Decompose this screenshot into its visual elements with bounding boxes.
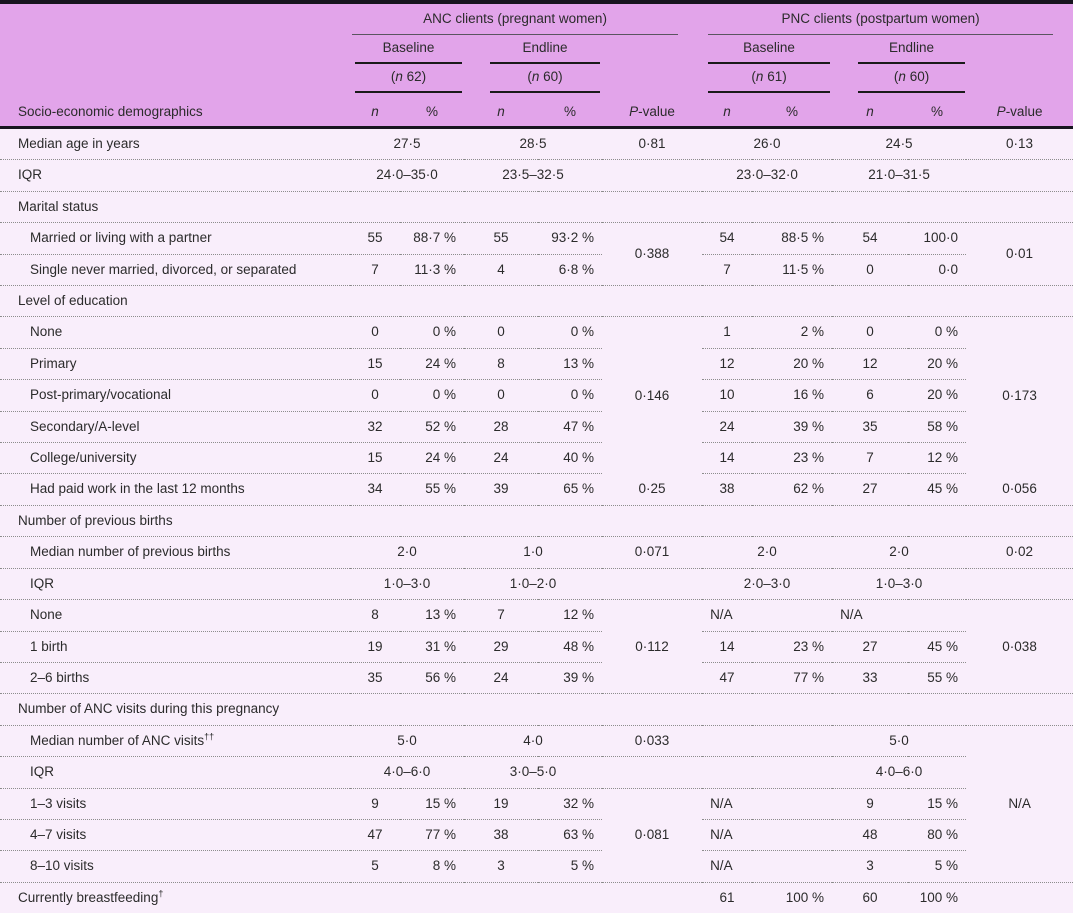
data-cell: 24·0–35·0	[350, 160, 464, 191]
data-cell: 47	[350, 819, 400, 850]
data-cell: 19	[350, 631, 400, 662]
data-cell: 14	[702, 631, 752, 662]
data-cell: N/A	[966, 725, 1073, 882]
table-row	[0, 568, 1073, 599]
anc-baseline-header: Baseline	[350, 35, 464, 64]
table-header	[0, 4, 1073, 128]
data-cell: 0·033	[602, 725, 702, 756]
row-label: 1 birth	[0, 631, 350, 662]
data-cell: 54	[702, 223, 752, 254]
data-cell: 31 %	[400, 631, 464, 662]
row-label: Single never married, divorced, or separated	[0, 254, 350, 285]
data-cell: 54	[832, 223, 908, 254]
data-cell	[602, 568, 702, 599]
data-cell: 0	[464, 380, 538, 411]
data-cell: 12 %	[908, 443, 966, 474]
data-cell: 24	[464, 662, 538, 693]
data-cell: 16 %	[752, 380, 832, 411]
row-label: IQR	[0, 757, 350, 788]
table-row	[0, 160, 1073, 191]
data-cell: 80 %	[908, 819, 966, 850]
data-cell: 1·0–3·0	[350, 568, 464, 599]
section-row	[0, 505, 1073, 536]
data-cell: 24·5	[832, 128, 966, 160]
data-cell: 1·0–2·0	[464, 568, 602, 599]
table-row	[0, 380, 1073, 411]
data-cell: 0·25	[602, 474, 702, 505]
data-cell: 93·2 %	[538, 223, 602, 254]
stub-header: Socio-economic demographics	[0, 4, 350, 128]
data-cell: 28·5	[464, 128, 602, 160]
data-cell: 0·13	[966, 128, 1073, 160]
data-cell: 5 %	[908, 851, 966, 882]
data-cell	[702, 757, 832, 788]
data-cell: 9	[832, 788, 908, 819]
table-row	[0, 725, 1073, 756]
row-label: Primary	[0, 348, 350, 379]
data-cell: 0·0	[908, 254, 966, 285]
spacer-cell	[966, 64, 1073, 93]
data-cell: 15 %	[400, 788, 464, 819]
pnc-group-label: PNC clients (postpartum women)	[708, 6, 1053, 35]
data-cell	[966, 882, 1073, 913]
data-cell: 55 %	[908, 662, 966, 693]
table-row	[0, 348, 1073, 379]
data-cell: 0·056	[966, 474, 1073, 505]
data-cell: 27	[832, 631, 908, 662]
data-cell: 55	[350, 223, 400, 254]
anc-group-label: ANC clients (pregnant women)	[352, 6, 678, 35]
data-cell: 1	[702, 317, 752, 348]
data-cell: 5 %	[538, 851, 602, 882]
footnote-marker: †	[158, 888, 163, 898]
section-header: Level of education	[0, 286, 1073, 317]
pnc-endline-n: (n 60)	[832, 64, 966, 93]
spacer-cell	[602, 35, 702, 64]
data-cell: 23·5–32·5	[464, 160, 602, 191]
data-cell: 13 %	[400, 600, 464, 631]
data-cell: N/A	[702, 851, 832, 882]
data-cell: 35	[832, 411, 908, 442]
data-cell: 0·01	[966, 223, 1073, 286]
data-cell: 11·3 %	[400, 254, 464, 285]
data-cell: 0·02	[966, 537, 1073, 568]
data-cell: 7	[702, 254, 752, 285]
data-cell: 88·5 %	[752, 223, 832, 254]
data-cell: 9	[350, 788, 400, 819]
anc-endline-n: (n 60)	[464, 64, 602, 93]
table-row	[0, 411, 1073, 442]
data-cell: 100 %	[752, 882, 832, 913]
table-row	[0, 631, 1073, 662]
row-label: Median number of previous births	[0, 537, 350, 568]
row-label: 4–7 visits	[0, 819, 350, 850]
data-cell	[702, 725, 832, 756]
data-cell: 26·0	[702, 128, 832, 160]
row-label: 2–6 births	[0, 662, 350, 693]
data-cell: 13 %	[538, 348, 602, 379]
table-row	[0, 788, 1073, 819]
anc-baseline-n: (n 62)	[350, 64, 464, 93]
data-cell: 1·0–3·0	[832, 568, 966, 599]
data-cell: 12 %	[538, 600, 602, 631]
data-cell: 23 %	[752, 631, 832, 662]
data-cell: 4·0–6·0	[350, 757, 464, 788]
col-header-n: n	[350, 93, 400, 128]
pnc-baseline-header: Baseline	[702, 35, 832, 64]
row-label: IQR	[0, 160, 350, 191]
col-header-pct: %	[538, 93, 602, 128]
data-cell: 47	[702, 662, 752, 693]
data-cell: 24	[464, 443, 538, 474]
col-header-pct: %	[908, 93, 966, 128]
anc-group-header	[350, 4, 702, 35]
table-row	[0, 537, 1073, 568]
data-cell: 3	[832, 851, 908, 882]
data-cell: 35	[350, 662, 400, 693]
row-label: Post-primary/vocational	[0, 380, 350, 411]
data-cell: 15	[350, 443, 400, 474]
table-row	[0, 600, 1073, 631]
data-cell: 0 %	[538, 380, 602, 411]
data-cell: 7	[350, 254, 400, 285]
table-row	[0, 819, 1073, 850]
pnc-endline-header: Endline	[832, 35, 966, 64]
data-cell: N/A	[702, 600, 832, 631]
group-header-row	[0, 4, 1073, 35]
data-cell: 28	[464, 411, 538, 442]
section-row	[0, 694, 1073, 725]
data-cell: 23·0–32·0	[702, 160, 832, 191]
col-header-p-value: P-value	[966, 93, 1073, 128]
data-cell: 0 %	[908, 317, 966, 348]
data-cell: 0	[350, 317, 400, 348]
section-header: Number of previous births	[0, 505, 1073, 536]
data-cell: 5·0	[350, 725, 464, 756]
data-cell: 45 %	[908, 631, 966, 662]
data-cell: 5	[350, 851, 400, 882]
table-row	[0, 254, 1073, 285]
data-cell: 15	[350, 348, 400, 379]
row-label: Median number of ANC visits††	[0, 725, 350, 756]
row-label: College/university	[0, 443, 350, 474]
data-cell: 100·0	[908, 223, 966, 254]
demographics-table	[0, 4, 1073, 913]
col-header-n: n	[464, 93, 538, 128]
data-cell	[350, 882, 602, 913]
pnc-baseline-n: (n 61)	[702, 64, 832, 93]
data-cell: 0 %	[400, 380, 464, 411]
data-cell: 8 %	[400, 851, 464, 882]
data-cell: 45 %	[908, 474, 966, 505]
data-cell: 4	[464, 254, 538, 285]
spacer-cell	[966, 35, 1073, 64]
table-row	[0, 757, 1073, 788]
data-cell: 0 %	[400, 317, 464, 348]
data-cell: 34	[350, 474, 400, 505]
data-cell: N/A	[702, 788, 832, 819]
col-header-n: n	[702, 93, 752, 128]
data-cell: 39 %	[752, 411, 832, 442]
data-cell: 7	[464, 600, 538, 631]
data-cell: 2·0	[832, 537, 966, 568]
data-cell: 0 %	[538, 317, 602, 348]
data-cell: 55 %	[400, 474, 464, 505]
data-cell: 38	[464, 819, 538, 850]
data-cell: 21·0–31·5	[832, 160, 966, 191]
data-cell: 88·7 %	[400, 223, 464, 254]
data-cell: N/A	[702, 819, 832, 850]
row-label: 1–3 visits	[0, 788, 350, 819]
table-row	[0, 851, 1073, 882]
data-cell: 77 %	[752, 662, 832, 693]
data-cell: 19	[464, 788, 538, 819]
section-header: Marital status	[0, 191, 1073, 222]
data-cell: 77 %	[400, 819, 464, 850]
data-cell: 14	[702, 443, 752, 474]
data-cell: 58 %	[908, 411, 966, 442]
data-cell: 6	[832, 380, 908, 411]
data-cell: 2·0	[702, 537, 832, 568]
data-cell: 40 %	[538, 443, 602, 474]
row-label: None	[0, 317, 350, 348]
data-cell: 11·5 %	[752, 254, 832, 285]
col-header-n: n	[832, 93, 908, 128]
data-cell: 0	[464, 317, 538, 348]
data-cell: 2 %	[752, 317, 832, 348]
data-cell: 4·0	[464, 725, 602, 756]
section-row	[0, 286, 1073, 317]
row-label: Secondary/A-level	[0, 411, 350, 442]
data-cell: 39	[464, 474, 538, 505]
data-cell: 60	[832, 882, 908, 913]
data-cell: 24 %	[400, 348, 464, 379]
col-header-pct: %	[752, 93, 832, 128]
data-cell: 0·081	[602, 788, 702, 882]
anc-endline-header: Endline	[464, 35, 602, 64]
data-cell: 12	[832, 348, 908, 379]
data-cell	[602, 757, 702, 788]
data-cell: 7	[832, 443, 908, 474]
data-cell: 62 %	[752, 474, 832, 505]
spacer-cell	[602, 64, 702, 93]
data-cell: 48 %	[538, 631, 602, 662]
data-cell: 20 %	[908, 348, 966, 379]
table-row	[0, 443, 1073, 474]
data-cell: 63 %	[538, 819, 602, 850]
data-cell: 0·173	[966, 317, 1073, 474]
pnc-group-header	[702, 4, 1073, 35]
data-cell: 23 %	[752, 443, 832, 474]
footnote-marker: ††	[204, 731, 214, 741]
data-cell: 65 %	[538, 474, 602, 505]
data-cell: 56 %	[400, 662, 464, 693]
data-cell: 4·0–6·0	[832, 757, 966, 788]
data-cell: 0·388	[602, 223, 702, 286]
data-cell: 24 %	[400, 443, 464, 474]
data-cell: 2·0–3·0	[702, 568, 832, 599]
data-cell: 0·071	[602, 537, 702, 568]
data-cell: 0·112	[602, 600, 702, 694]
data-cell: 27	[832, 474, 908, 505]
data-cell: 47 %	[538, 411, 602, 442]
table-row	[0, 882, 1073, 913]
data-cell: 3	[464, 851, 538, 882]
data-cell: 0	[350, 380, 400, 411]
data-cell: 24	[702, 411, 752, 442]
row-label: Had paid work in the last 12 months	[0, 474, 350, 505]
data-cell: 52 %	[400, 411, 464, 442]
data-cell: 61	[702, 882, 752, 913]
table-row	[0, 128, 1073, 160]
data-cell: 12	[702, 348, 752, 379]
data-cell: 0	[832, 254, 908, 285]
col-header-pct: %	[400, 93, 464, 128]
section-row	[0, 191, 1073, 222]
data-cell: 8	[464, 348, 538, 379]
data-cell: 38	[702, 474, 752, 505]
table-row	[0, 662, 1073, 693]
data-cell: 2·0	[350, 537, 464, 568]
row-label: Median age in years	[0, 128, 350, 160]
data-cell: 3·0–5·0	[464, 757, 602, 788]
data-cell: 6·8 %	[538, 254, 602, 285]
data-cell: 20 %	[908, 380, 966, 411]
data-cell	[966, 160, 1073, 191]
data-cell: 27·5	[350, 128, 464, 160]
section-header: Number of ANC visits during this pregnancy	[0, 694, 1073, 725]
data-cell: N/A	[832, 600, 966, 631]
data-cell	[602, 160, 702, 191]
data-cell: 32	[350, 411, 400, 442]
row-label: None	[0, 600, 350, 631]
data-cell: 0·038	[966, 600, 1073, 694]
data-cell: 8	[350, 600, 400, 631]
data-cell	[602, 882, 702, 913]
col-header-p-value: P-value	[602, 93, 702, 128]
data-cell: 5·0	[832, 725, 966, 756]
data-cell: 39 %	[538, 662, 602, 693]
data-cell: 33	[832, 662, 908, 693]
row-label: Currently breastfeeding†	[0, 882, 350, 913]
data-cell: 1·0	[464, 537, 602, 568]
data-cell: 0·146	[602, 317, 702, 474]
data-cell: 48	[832, 819, 908, 850]
row-label: 8–10 visits	[0, 851, 350, 882]
data-cell: 0·81	[602, 128, 702, 160]
data-cell	[966, 568, 1073, 599]
data-cell: 15 %	[908, 788, 966, 819]
row-label: Married or living with a partner	[0, 223, 350, 254]
data-cell: 10	[702, 380, 752, 411]
data-cell: 29	[464, 631, 538, 662]
table-body	[0, 128, 1073, 913]
data-cell: 55	[464, 223, 538, 254]
table-row	[0, 317, 1073, 348]
data-cell: 100 %	[908, 882, 966, 913]
table-row	[0, 223, 1073, 254]
row-label: IQR	[0, 568, 350, 599]
data-cell: 0	[832, 317, 908, 348]
data-cell: 32 %	[538, 788, 602, 819]
data-cell: 20 %	[752, 348, 832, 379]
table-row	[0, 474, 1073, 505]
